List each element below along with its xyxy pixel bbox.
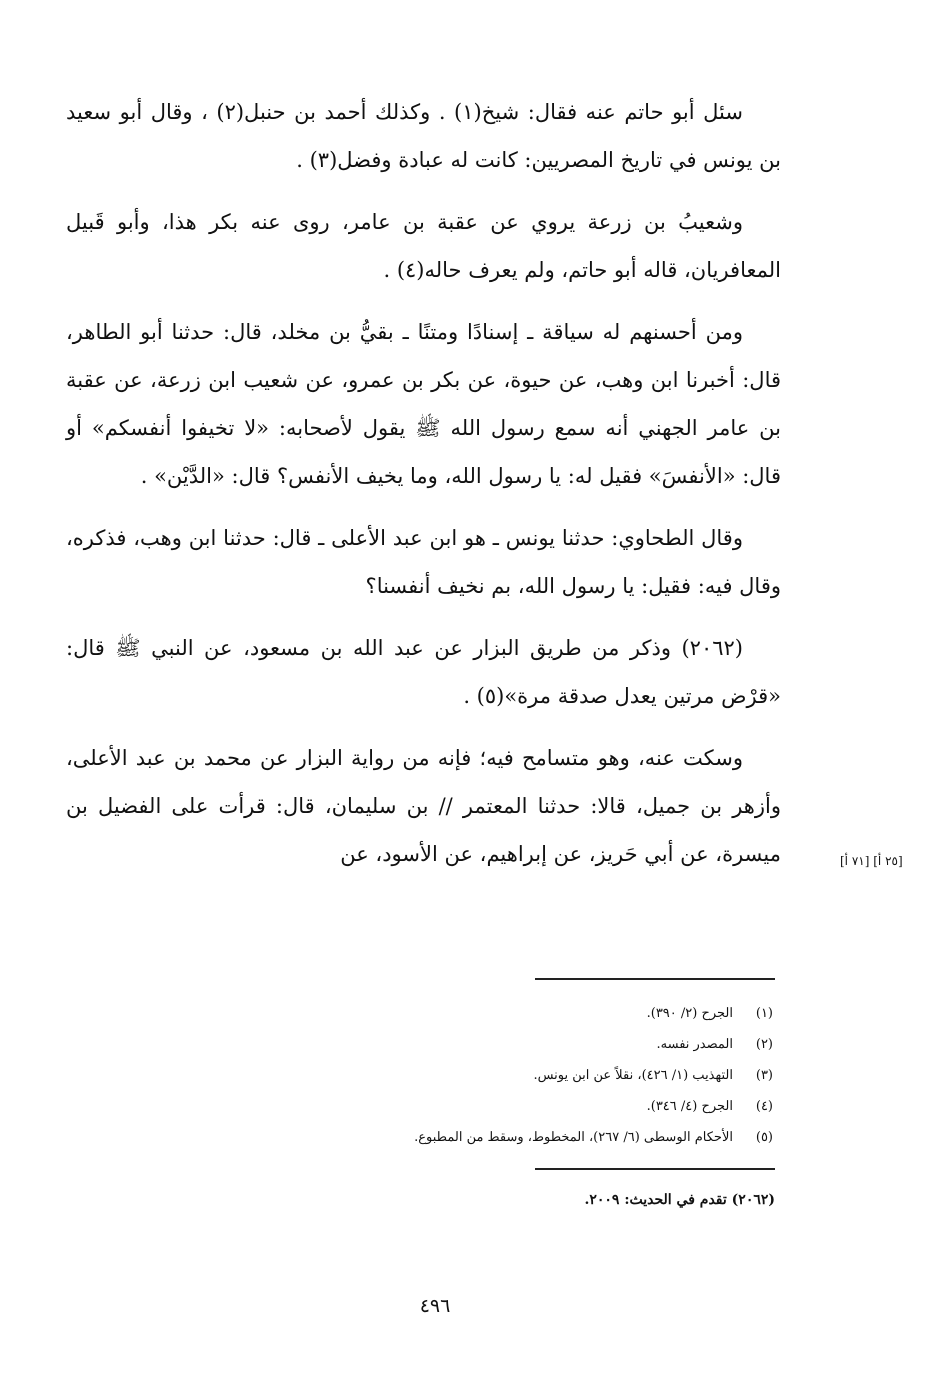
paragraph-commentary: وسكت عنه، وهو متسامح فيه؛ فإنه من رواية البزار عن محمد بن عبد الأعلى، وأزهر بن جميل، قالا: حدثنا المعتمر // بن سليمان، قال: قرأت على الفضيل بن ميسرة، عن أبي حَريز، عن إبراهيم، عن الأسود، عن xyxy=(66,746,781,866)
paragraph-tahawi: وقال الطحاوي: حدثنا يونس ـ هو ابن عبد الأعلى ـ قال: حدثنا ابن وهب، فذكره، وقال فيه: فقيل: يا رسول الله، بم نخيف أنفسنا؟ xyxy=(66,526,781,598)
paragraph-abu-hatim: سئل أبو حاتم عنه فقال: شيخ(١) . وكذلك أحمد بن حنبل(٢) ، وقال أبو سعيد بن يونس في تاريخ المصريين: كانت له عبادة وفضل(٣) . xyxy=(66,100,781,172)
footnote-item xyxy=(173,1060,773,1091)
footnote-item xyxy=(173,1029,773,1060)
hadith-cross-reference: (٢٠٦٢) تقدم في الحديث: ٢٠٠٩. xyxy=(584,1192,775,1208)
footnote-number: (٤) xyxy=(755,1099,773,1114)
footnote-number: (٥) xyxy=(755,1130,773,1145)
manuscript-margin-reference: [٢٥ أ] [٧١ أ] xyxy=(840,854,903,868)
footnotes xyxy=(173,998,773,1153)
main-text xyxy=(66,88,781,892)
hadith-2062: (٢٠٦٢) وذكر من طريق البزار عن عبد الله بن مسعود، عن النبي ﷺ قال: «قرْض مرتين يعدل صدقة مرة»(٥) . xyxy=(66,636,781,708)
footnote-item xyxy=(173,998,773,1029)
footnote-divider xyxy=(535,978,775,980)
endnote-divider xyxy=(535,1168,775,1170)
footnote-text: الجرح (٤/ ٣٤٦). xyxy=(646,1099,733,1114)
footnote-text: الجرح (٢/ ٣٩٠). xyxy=(646,1006,733,1021)
paragraph-baqi-isnad: ومن أحسنهم له سياقة ـ إسنادًا ومتنًا ـ بقيُّ بن مخلد، قال: حدثنا أبو الطاهر، قال: أخبرنا ابن وهب، عن حيوة، عن بكر بن عمرو، عن شعيب ابن زرعة، عن عقبة بن عامر الجهني أنه سمع رسول الله ﷺ يقول لأصحابه: «لا تخيفوا أنفسكم» أو قال: «الأنفسَ» فقيل له: يا رسول الله، وما يخيف الأنفس؟ قال: «الدَّيْن» . xyxy=(66,320,781,488)
footnote-number: (١) xyxy=(755,1006,773,1021)
footnote-text: الأحكام الوسطى (٦/ ٢٦٧)، المخطوط، وسقط من المطبوع. xyxy=(414,1130,733,1145)
footnote-number: (٣) xyxy=(755,1068,773,1083)
footnote-item xyxy=(173,1091,773,1122)
paragraph-shuayb: وشعيبُ بن زرعة يروي عن عقبة بن عامر، روى عنه بكر هذا، وأبو قَبيل المعافريان، قاله أبو حاتم، ولم يعرف حاله(٤) . xyxy=(66,210,781,282)
footnote-text: التهذيب (١/ ٤٢٦)، نقلاً عن ابن يونس. xyxy=(533,1068,733,1083)
footnote-text: المصدر نفسه. xyxy=(656,1037,733,1052)
footnote-number: (٢) xyxy=(755,1037,773,1052)
page-number: ٤٩٦ xyxy=(419,1295,451,1317)
footnote-item xyxy=(173,1122,773,1153)
